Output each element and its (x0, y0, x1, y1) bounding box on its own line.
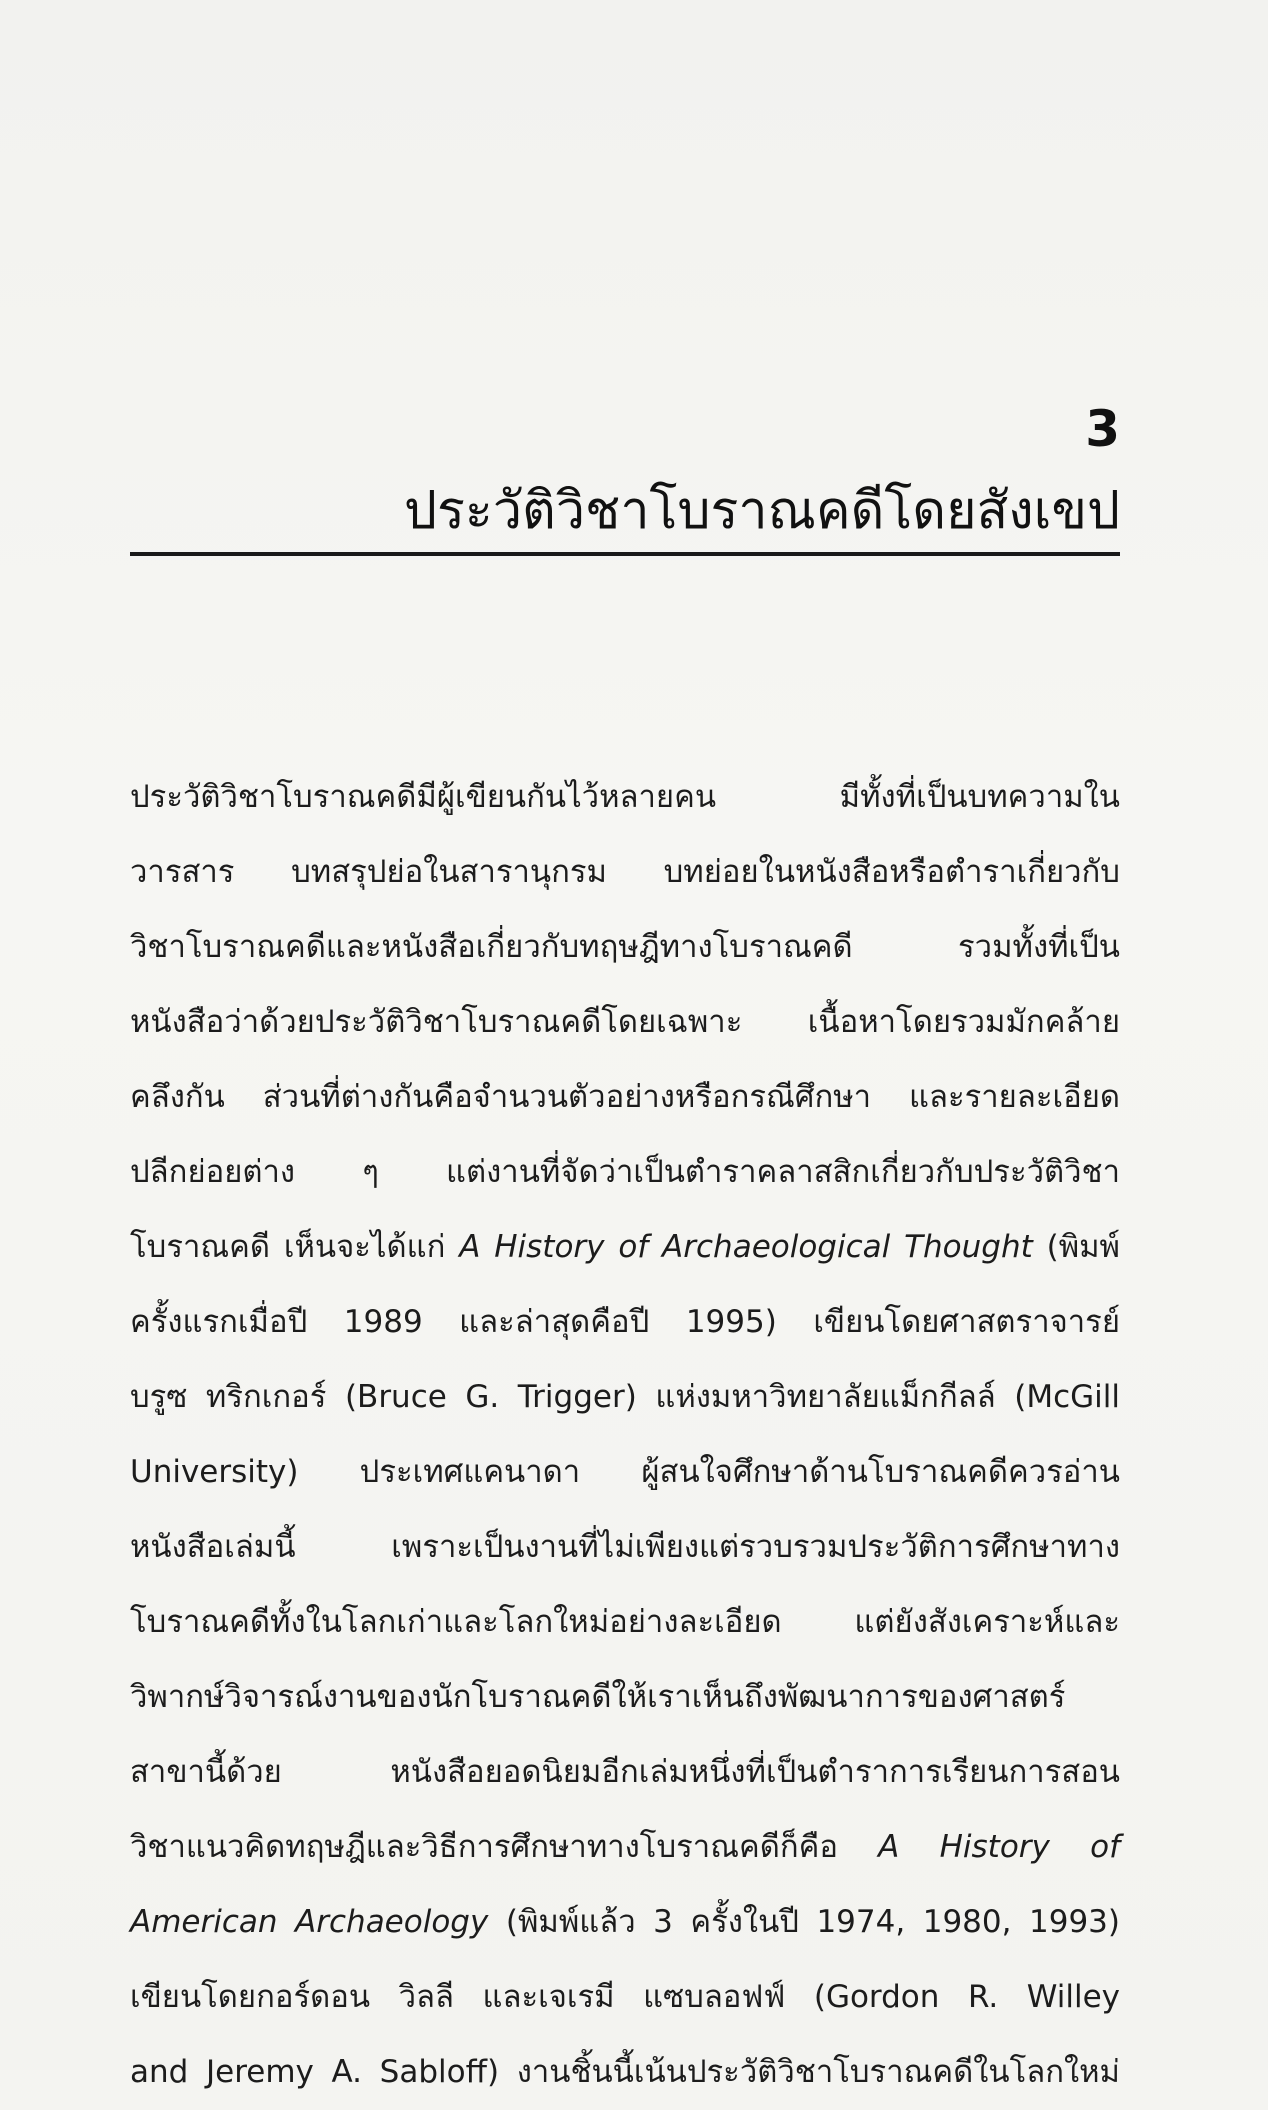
text-line: หนังสือเล่มนี้ เพราะเป็นงานที่ไม่เพียงแต่รวบรวมประวัติการศึกษาทาง (130, 1529, 1120, 1565)
text-line: and Jeremy A. Sabloff) งานชิ้นนี้เน้นประวัติวิชาโบราณคดีในโลกใหม่ (130, 2054, 1120, 2090)
text-line: วารสาร บทสรุปย่อในสารานุกรม บทย่อยในหนังสือหรือตำราเกี่ยวกับ (130, 854, 1120, 890)
text-run: วิชาแนวคิดทฤษฎีและวิธีการศึกษาทางโบราณคดีก็คือ (130, 1829, 879, 1865)
text-line: วิพากษ์วิจารณ์งานของนักโบราณคดีให้เราเห็นถึงพัฒนาการของศาสตร์ (130, 1679, 1066, 1715)
text-run: โบราณคดี เห็นจะได้แก่ (130, 1229, 460, 1265)
chapter-title: ประวัติวิชาโบราณคดีโดยสังเขป (403, 481, 1120, 541)
text-line: เขียนโดยกอร์ดอน วิลลี และเจเรมี แซบลอฟฟ์ (Gordon R. Willey (130, 1979, 1120, 2015)
text-line: ประวัติวิชาโบราณคดีมีผู้เขียนกันไว้หลายคน มีทั้งที่เป็นบทความใน (130, 779, 1120, 815)
text-line: โบราณคดีทั้งในโลกเก่าและโลกใหม่อย่างละเอียด แต่ยังสังเคราะห์และ (130, 1604, 1120, 1640)
show-through-texture (130, 150, 1120, 190)
text-line: หนังสือว่าด้วยประวัติวิชาโบราณคดีโดยเฉพาะ เนื้อหาโดยรวมมักคล้าย (130, 1004, 1120, 1040)
text-line: ครั้งแรกเมื่อปี 1989 และล่าสุดคือปี 1995) เขียนโดยศาสตราจารย์ (130, 1304, 1120, 1340)
text-line: ปลีกย่อยต่าง ๆ แต่งานที่จัดว่าเป็นตำราคลาสสิกเกี่ยวกับประวัติวิชา (130, 1154, 1120, 1190)
text-line (130, 1885, 1120, 1960)
text-line (130, 1810, 1120, 1885)
text-line: สาขานี้ด้วย หนังสือยอดนิยมอีกเล่มหนึ่งที่เป็นตำราการเรียนการสอน (130, 1754, 1120, 1790)
chapter-number: 3 (1085, 400, 1120, 458)
text-run: (พิมพ์ (1032, 1229, 1120, 1265)
book-title-italic: A History of (878, 1829, 1120, 1865)
title-underline (130, 552, 1120, 556)
text-run: (พิมพ์แล้ว 3 ครั้งในปี 1974, 1980, 1993) (488, 1904, 1120, 1940)
book-title-italic: A History of Archaeological Thought (459, 1229, 1033, 1265)
text-line: บรูซ ทริกเกอร์ (Bruce G. Trigger) แห่งมหาวิทยาลัยแม็กกีลล์ (McGill (130, 1379, 1120, 1415)
book-title-italic: American Archaeology (130, 1904, 489, 1940)
text-line (130, 1210, 1120, 1285)
text-line: วิชาโบราณคดีและหนังสือเกี่ยวกับทฤษฎีทางโบราณคดี รวมทั้งที่เป็น (130, 929, 1120, 965)
text-line: คลึงกัน ส่วนที่ต่างกันคือจำนวนตัวอย่างหรือกรณีศึกษา และรายละเอียด (130, 1079, 1120, 1115)
body-paragraph (130, 760, 1120, 2110)
text-line: University) ประเทศแคนาดา ผู้สนใจศึกษาด้านโบราณคดีควรอ่าน (130, 1454, 1120, 1490)
